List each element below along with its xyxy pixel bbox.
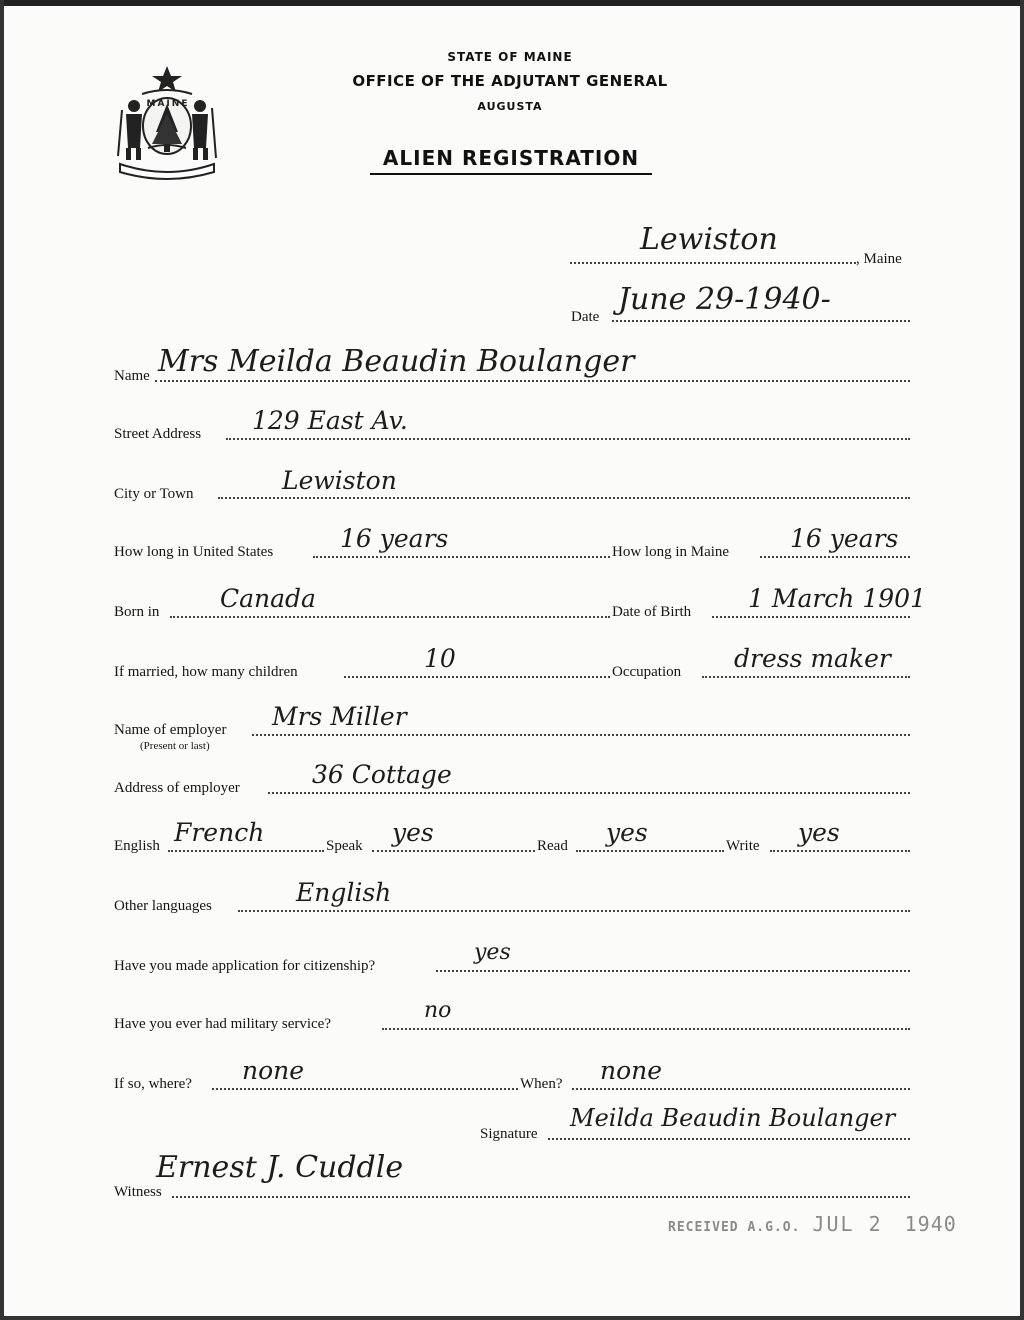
office-heading: OFFICE OF THE ADJUTANT GENERAL xyxy=(352,72,668,90)
occupation-label: Occupation xyxy=(612,664,682,680)
name-label: Name xyxy=(114,368,150,384)
scan-border-right xyxy=(1020,0,1024,1320)
english-label: English xyxy=(114,838,160,854)
other-languages-label: Other languages xyxy=(114,898,212,914)
city-heading: AUGUSTA xyxy=(477,100,543,113)
city-line xyxy=(218,497,910,499)
employer-name-value: Mrs Miller xyxy=(272,702,407,731)
citizenship-value: yes xyxy=(474,940,511,965)
date-label: Date xyxy=(571,309,600,325)
when-line xyxy=(572,1088,910,1090)
read-line xyxy=(576,850,724,852)
how-long-us-value: 16 years xyxy=(340,524,449,553)
employer-name-line xyxy=(252,734,910,736)
how-long-maine-line xyxy=(760,556,910,558)
employer-name-sublabel: (Present or last) xyxy=(140,740,210,752)
speak-label: Speak xyxy=(326,838,363,854)
children-line xyxy=(344,676,610,678)
date-line xyxy=(612,320,910,322)
signature-value: Meilda Beaudin Boulanger xyxy=(570,1104,896,1132)
scan-border-left xyxy=(0,0,4,1320)
write-line xyxy=(770,850,910,852)
military-line xyxy=(382,1028,910,1030)
employer-address-line xyxy=(268,792,910,794)
write-label: Write xyxy=(726,838,760,854)
citizenship-label: Have you made application for citizenship? xyxy=(114,958,376,974)
date-of-birth-line xyxy=(712,616,910,618)
when-label: When? xyxy=(520,1076,563,1092)
employer-address-label: Address of employer xyxy=(114,780,240,796)
signature-line xyxy=(548,1138,910,1140)
where-label: If so, where? xyxy=(114,1076,192,1092)
english-value: French xyxy=(174,818,265,847)
occupation-value: dress maker xyxy=(734,644,891,673)
date-of-birth-label: Date of Birth xyxy=(612,604,692,620)
witness-value: Ernest J. Cuddle xyxy=(156,1150,404,1185)
other-languages-value: English xyxy=(296,878,392,907)
date-value: June 29-1940- xyxy=(618,282,831,317)
speak-line xyxy=(372,850,535,852)
english-line xyxy=(168,850,324,852)
maine-state-seal xyxy=(112,64,222,182)
seal-banner-text: MAINE xyxy=(146,99,190,109)
when-value: none xyxy=(600,1056,663,1085)
born-in-value: Canada xyxy=(220,584,316,613)
witness-line xyxy=(172,1196,910,1198)
scan-border-bottom xyxy=(0,1316,1024,1320)
state-heading: STATE OF MAINE xyxy=(447,50,573,64)
street-address-value: 129 East Av. xyxy=(252,406,408,435)
signature-label: Signature xyxy=(480,1126,538,1142)
city-label: City or Town xyxy=(114,486,194,502)
occupation-line xyxy=(702,676,910,678)
read-value: yes xyxy=(606,818,648,847)
street-address-line xyxy=(226,438,910,440)
witness-label: Witness xyxy=(114,1184,162,1200)
where-value: none xyxy=(242,1056,305,1085)
name-value: Mrs Meilda Beaudin Boulanger xyxy=(158,344,635,379)
children-value: 10 xyxy=(424,644,456,673)
town-value: Lewiston xyxy=(640,222,778,257)
how-long-maine-value: 16 years xyxy=(790,524,899,553)
date-of-birth-value: 1 March 1901 xyxy=(748,584,926,613)
citizenship-line xyxy=(436,970,910,972)
military-label: Have you ever had military service? xyxy=(114,1016,331,1032)
how-long-us-line xyxy=(313,556,610,558)
stamp-received-text: RECEIVED A.G.O. xyxy=(668,1220,801,1235)
stamp-year: 1940 xyxy=(904,1212,957,1236)
speak-value: yes xyxy=(392,818,434,847)
street-address-label: Street Address xyxy=(114,426,202,442)
read-label: Read xyxy=(537,838,568,854)
town-line xyxy=(570,262,856,264)
maine-label: , Maine xyxy=(856,251,902,267)
military-value: no xyxy=(424,998,452,1023)
born-in-line xyxy=(170,616,610,618)
how-long-maine-label: How long in Maine xyxy=(612,544,730,560)
stamp-date: JUL 2 xyxy=(812,1212,883,1236)
write-value: yes xyxy=(798,818,840,847)
children-label: If married, how many children xyxy=(114,664,298,680)
scan-border-top xyxy=(0,0,1024,6)
other-languages-line xyxy=(238,910,910,912)
employer-name-label: Name of employer xyxy=(114,722,227,738)
received-stamp xyxy=(668,1212,957,1236)
how-long-us-label: How long in United States xyxy=(114,544,274,560)
where-line xyxy=(212,1088,518,1090)
name-line xyxy=(155,380,910,382)
born-in-label: Born in xyxy=(114,604,160,620)
city-value: Lewiston xyxy=(282,466,397,495)
employer-address-value: 36 Cottage xyxy=(312,760,452,789)
form-title: ALIEN REGISTRATION xyxy=(370,146,652,175)
